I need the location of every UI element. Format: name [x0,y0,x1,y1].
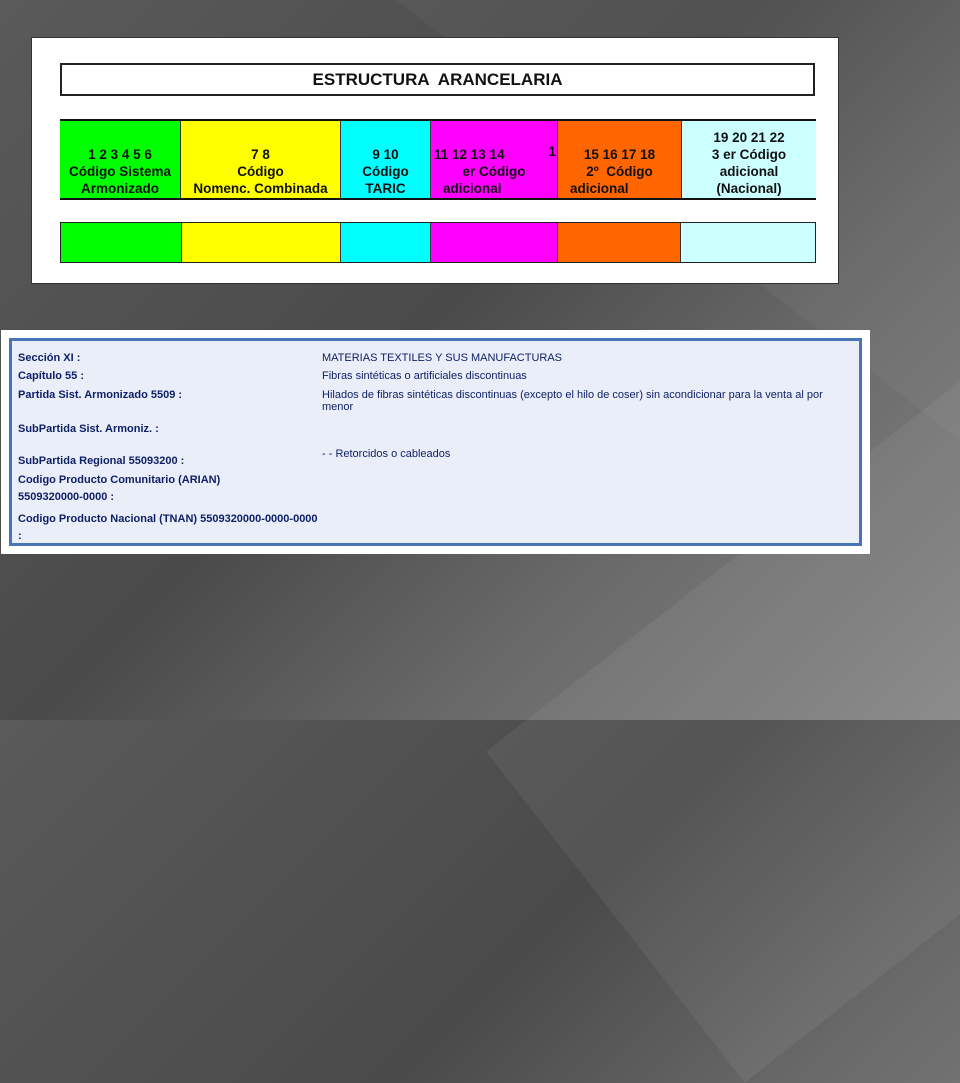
tariff-detail-box [9,338,862,546]
detail-value [318,511,853,545]
detail-row [18,472,853,506]
detail-value [288,472,853,506]
detail-label: Codigo Producto Comunitario (ARIAN) 5509320000-0000 : [18,474,221,503]
detail-row [18,421,853,438]
segment-digits: 11 12 13 14 [434,147,505,162]
detail-label: SubPartida Sist. Armoniz. : [18,423,159,435]
segment-label: adicional [570,181,629,196]
segment-digits: 1 2 3 4 5 6 [88,147,152,162]
color-swatch [341,223,431,262]
segment-row [60,119,816,200]
color-swatch [431,223,558,262]
segment-label: 2º Código [586,164,653,179]
detail-label: Sección XI : [18,352,81,364]
detail-value: - - Retorcidos o cableados [322,448,451,460]
detail-row [18,368,853,385]
segment-label: er Código [462,164,526,179]
segment-label: TARIC [365,181,406,196]
color-swatch-row [60,222,816,263]
segment-label: Código [237,164,284,179]
detail-value: Fibras sintéticas o artificiales discontinuas [322,370,527,382]
segment-digits: 9 10 [372,147,399,162]
detail-label: Codigo Producto Nacional (TNAN) 5509320000-0000-0000 : [18,513,318,542]
color-swatch [681,223,815,262]
segment-label: Nomenc. Combinada [193,181,328,196]
detail-row [18,448,853,470]
segment-taric [341,121,431,198]
detail-row [18,511,853,545]
segment-digits: 15 16 17 18 [583,147,656,162]
color-swatch [182,223,342,262]
segment-third-additional-national [682,121,816,198]
segment-label: adicional [443,181,502,196]
segment-second-additional [558,121,682,198]
tariff-detail-panel [1,330,870,554]
segment-label: Código [362,164,409,179]
segment-label: adicional [719,163,779,179]
segment-overflow-digit: 1 [548,144,556,159]
detail-row [18,350,853,367]
detail-row [18,387,853,413]
detail-value: MATERIAS TEXTILES Y SUS MANUFACTURAS [322,352,563,364]
detail-label: Capítulo 55 : [18,370,85,382]
segment-digits: 7 8 [251,147,270,162]
detail-value [318,421,853,438]
segment-label: (Nacional) [716,180,782,196]
segment-digits: 19 20 21 22 [713,129,785,145]
structure-title: ESTRUCTURA ARANCELARIA [60,63,815,96]
detail-label: Partida Sist. Armonizado 5509 : [18,389,183,401]
segment-label: Armonizado [80,181,159,196]
segment-label: 3 er Código [711,146,787,162]
detail-value: Hilados de fibras sintéticas discontinuas (excepto el hilo de coser) sin acondicionar para la venta al por menor [322,389,823,413]
color-swatch [558,223,682,262]
tariff-structure-figure [31,37,839,284]
segment-harmonized-system [60,121,181,198]
segment-combined-nomenclature [181,121,341,198]
color-swatch [61,223,182,262]
segment-label: Código Sistema [68,164,171,179]
detail-label: SubPartida Regional 55093200 : [18,455,185,467]
segment-first-additional [431,121,558,198]
